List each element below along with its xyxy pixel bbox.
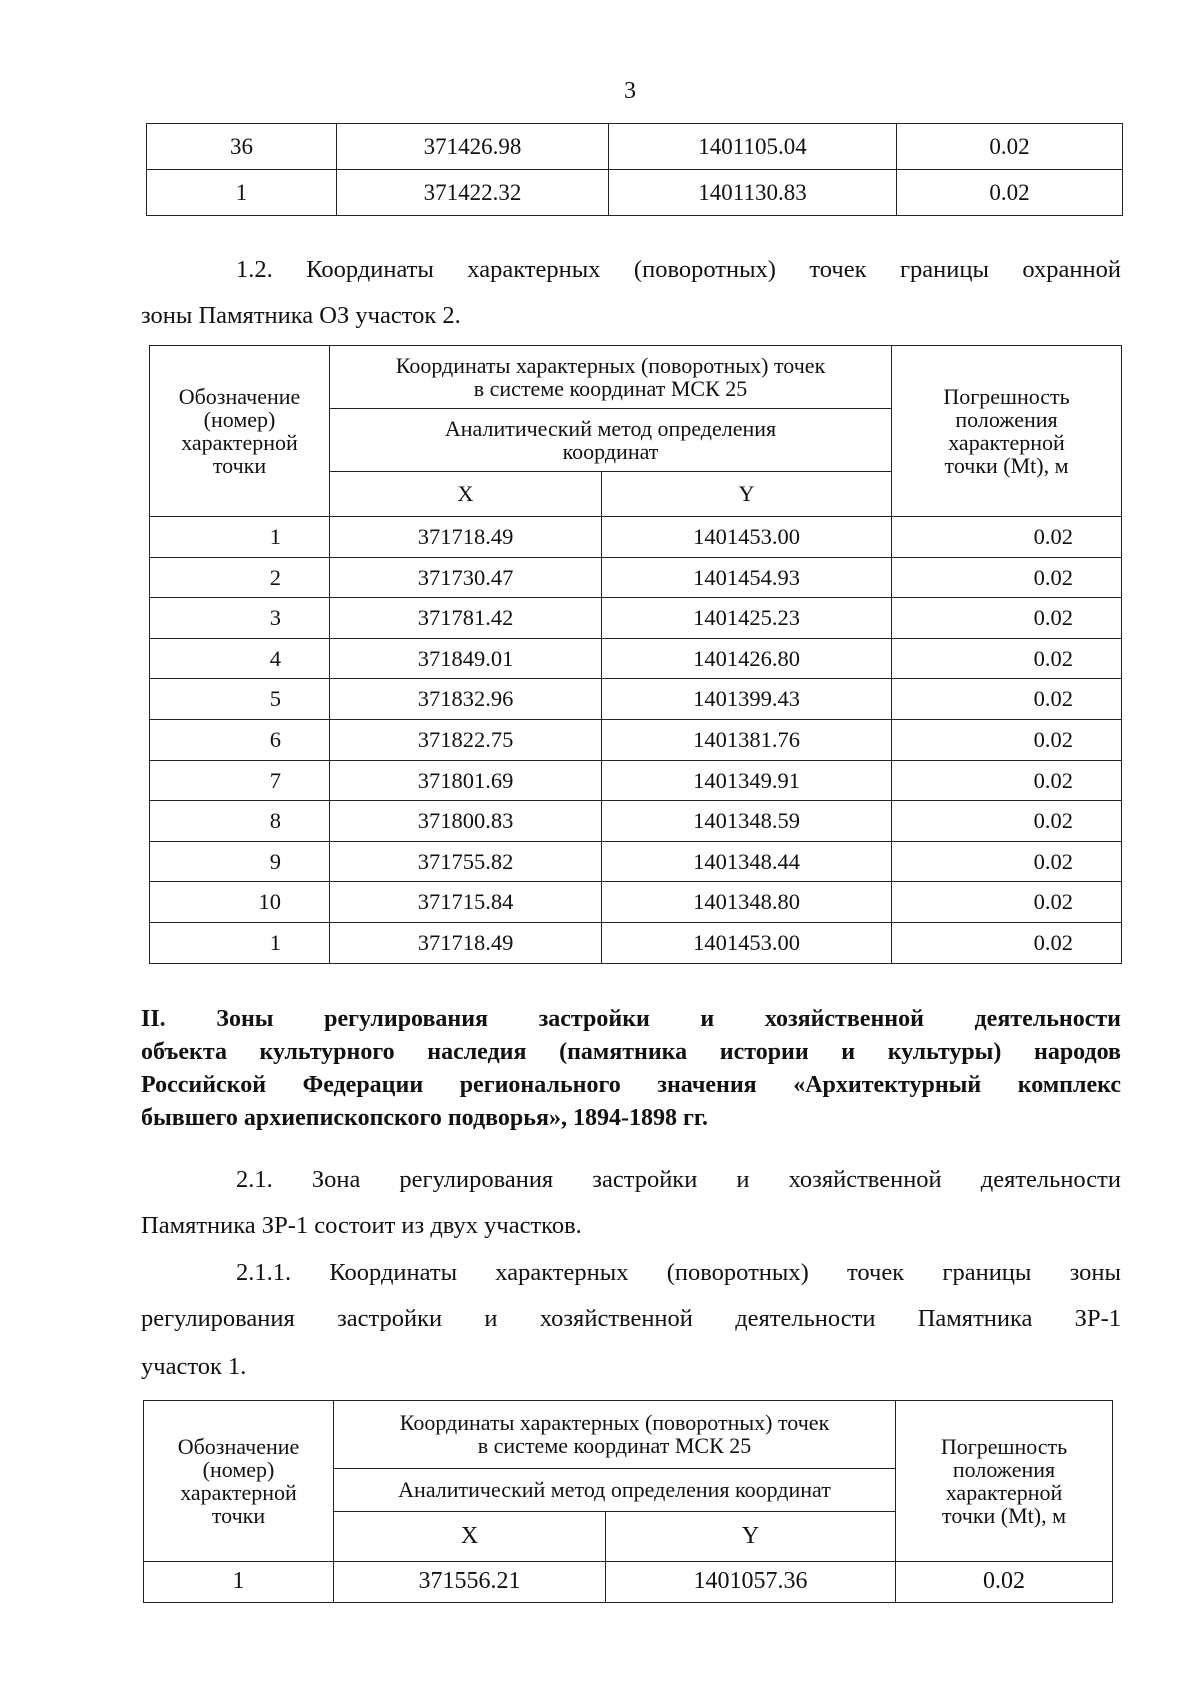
point-number-cell: 1: [150, 517, 330, 558]
paragraph-2-1-1-line-1: 2.1.1. Координаты характерных (поворотных) точек границы зоны: [236, 1259, 1121, 1286]
point-number-cell: 9: [150, 841, 330, 882]
header-coordinates-title: [330, 346, 892, 409]
header-line: Погрешность: [940, 1433, 1068, 1459]
paragraph-1-2-line-2: зоны Памятника ОЗ участок 2.: [141, 302, 461, 329]
page-number: 3: [624, 78, 636, 104]
x-coordinate-cell: 371781.42: [330, 598, 602, 639]
heading-line-1: II. Зоны регулирования застройки и хозяйственной деятельности: [141, 1006, 1121, 1032]
y-coordinate-cell: 1401349.91: [602, 760, 892, 801]
point-number-cell: 6: [150, 719, 330, 760]
table-row: [150, 719, 1122, 760]
table-row: [150, 882, 1122, 923]
error-cell: 0.02: [892, 598, 1122, 639]
error-cell: 0.02: [892, 517, 1122, 558]
table-row: [150, 557, 1122, 598]
point-number-cell: 36: [147, 124, 337, 170]
x-coordinate-cell: 371718.49: [330, 922, 602, 963]
table-row: [150, 517, 1122, 558]
y-coordinate-cell: 1401399.43: [602, 679, 892, 720]
table-row: [150, 922, 1122, 963]
error-cell: 0.02: [892, 801, 1122, 842]
y-coordinate-cell: 1401453.00: [602, 922, 892, 963]
error-cell: 0.02: [897, 170, 1123, 216]
protection-zone-coordinates-table: [149, 345, 1122, 964]
error-cell: 0.02: [892, 841, 1122, 882]
x-coordinate-cell: 371715.84: [330, 882, 602, 923]
paragraph-2-1-line-1: 2.1. Зона регулирования застройки и хозяйственной деятельности: [236, 1166, 1121, 1193]
header-line: точки: [212, 453, 267, 479]
point-number-cell: 5: [150, 679, 330, 720]
point-number-cell: 10: [150, 882, 330, 923]
header-coordinates-title: [334, 1401, 896, 1469]
point-number-cell: 1: [147, 170, 337, 216]
y-coordinate-cell: 1401348.44: [602, 841, 892, 882]
point-number-cell: 1: [144, 1562, 334, 1603]
point-number-cell: 2: [150, 557, 330, 598]
header-line: Обозначение: [178, 383, 301, 409]
header-point-designation: [144, 1401, 334, 1562]
header-point-designation: [150, 346, 330, 517]
y-coordinate-cell: 1401381.76: [602, 719, 892, 760]
header-line: в системе координат МСК 25: [473, 376, 748, 401]
table-row: [147, 124, 1123, 170]
table-row: [150, 638, 1122, 679]
header-x: X: [330, 472, 602, 517]
table-row: [150, 801, 1122, 842]
error-cell: 0.02: [892, 638, 1122, 679]
paragraph-1-2-line-1: 1.2. Координаты характерных (поворотных) точек границы охранной: [236, 256, 1121, 283]
section-ii-heading: [141, 1003, 1121, 1135]
header-line: положения: [955, 406, 1058, 432]
heading-line-2: объекта культурного наследия (памятника истории и культуры) народов: [141, 1039, 1121, 1065]
error-cell: 0.02: [897, 124, 1123, 170]
point-number-cell: 1: [150, 922, 330, 963]
heading-line-3: Российской Федерации регионального значения «Архитектурный комплекс: [141, 1072, 1121, 1098]
header-line: Координаты характерных (поворотных) точек: [399, 1410, 830, 1436]
heading-line-4: бывшего архиепископского подворья», 1894-1898 гг.: [141, 1105, 709, 1131]
header-line: Обозначение: [177, 1433, 300, 1459]
paragraph-2-1-1-line-3: участок 1.: [141, 1353, 247, 1380]
table-row: [150, 679, 1122, 720]
y-coordinate-cell: 1401425.23: [602, 598, 892, 639]
header-method: [330, 409, 892, 472]
point-number-cell: 3: [150, 598, 330, 639]
x-coordinate-cell: 371755.82: [330, 841, 602, 882]
x-coordinate-cell: 371822.75: [330, 719, 602, 760]
header-line: Аналитический метод определения: [444, 415, 777, 441]
header-line: Погрешность: [943, 383, 1070, 409]
table-row: [150, 760, 1122, 801]
y-coordinate-cell: 1401454.93: [602, 557, 892, 598]
error-cell: 0.02: [892, 760, 1122, 801]
header-line: (номер): [203, 406, 276, 432]
paragraph-2-1-1-line-2: регулирования застройки и хозяйственной деятельности Памятника ЗР-1: [141, 1305, 1121, 1332]
header-line: координат: [562, 439, 659, 464]
header-line: характерной: [948, 430, 1065, 455]
error-cell: 0.02: [892, 882, 1122, 923]
point-number-cell: 4: [150, 638, 330, 679]
header-line: Координаты характерных (поворотных) точек: [395, 352, 826, 378]
paragraph-2-1-line-2: Памятника ЗР-1 состоит из двух участков.: [141, 1212, 582, 1239]
y-coordinate-cell: 1401105.04: [609, 124, 897, 170]
regulation-zone-coordinates-table: [143, 1400, 1113, 1603]
y-coordinate-cell: 1401348.80: [602, 882, 892, 923]
header-line: Аналитический метод определения координат: [398, 1477, 831, 1503]
header-x: X: [334, 1512, 606, 1562]
coordinates-table-continuation: [146, 123, 1123, 216]
error-cell: 0.02: [896, 1562, 1113, 1603]
table-row: [147, 170, 1123, 216]
x-coordinate-cell: 371832.96: [330, 679, 602, 720]
point-number-cell: 7: [150, 760, 330, 801]
header-line: точки (Mt), м: [944, 453, 1069, 479]
x-coordinate-cell: 371730.47: [330, 557, 602, 598]
header-position-error: [896, 1401, 1113, 1562]
error-cell: 0.02: [892, 719, 1122, 760]
header-line: в системе координат МСК 25: [477, 1433, 752, 1459]
header-line: (номер): [202, 1456, 275, 1482]
header-method: [334, 1468, 896, 1511]
x-coordinate-cell: 371800.83: [330, 801, 602, 842]
header-line: точки (Mt), м: [942, 1503, 1067, 1529]
x-coordinate-cell: 371801.69: [330, 760, 602, 801]
y-coordinate-cell: 1401130.83: [609, 170, 897, 216]
x-coordinate-cell: 371422.32: [337, 170, 609, 216]
header-line: характерной: [181, 430, 298, 455]
error-cell: 0.02: [892, 922, 1122, 963]
y-coordinate-cell: 1401057.36: [606, 1562, 896, 1603]
header-line: характерной: [945, 1480, 1063, 1505]
header-position-error: [892, 346, 1122, 517]
x-coordinate-cell: 371426.98: [337, 124, 609, 170]
error-cell: 0.02: [892, 679, 1122, 720]
header-line: точки: [211, 1503, 266, 1529]
table-row: [150, 841, 1122, 882]
header-y: Y: [602, 472, 892, 517]
y-coordinate-cell: 1401453.00: [602, 517, 892, 558]
header-line: характерной: [180, 1480, 297, 1505]
y-coordinate-cell: 1401348.59: [602, 801, 892, 842]
x-coordinate-cell: 371718.49: [330, 517, 602, 558]
header-line: положения: [952, 1456, 1056, 1482]
table-row: [150, 598, 1122, 639]
table-row: [144, 1562, 1113, 1603]
error-cell: 0.02: [892, 557, 1122, 598]
x-coordinate-cell: 371556.21: [334, 1562, 606, 1603]
y-coordinate-cell: 1401426.80: [602, 638, 892, 679]
point-number-cell: 8: [150, 801, 330, 842]
header-y: Y: [606, 1512, 896, 1562]
x-coordinate-cell: 371849.01: [330, 638, 602, 679]
